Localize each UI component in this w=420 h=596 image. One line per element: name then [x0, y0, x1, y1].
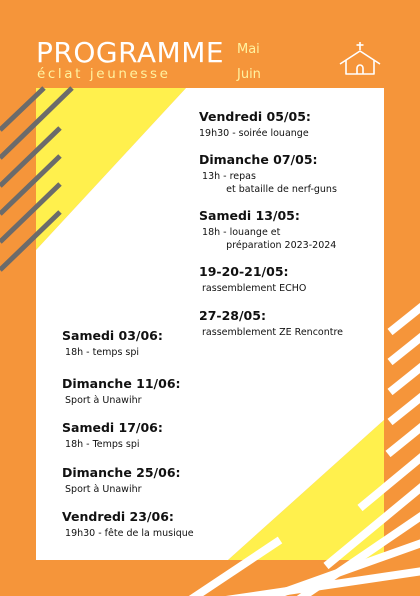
event-date: Dimanche 25/06:	[62, 465, 181, 480]
event-item	[199, 208, 336, 252]
event-detail: 18h - louange et préparation 2023-2024	[202, 227, 337, 251]
event-date: Dimanche 07/05:	[199, 152, 318, 167]
event-item	[62, 465, 181, 496]
event-item	[62, 376, 181, 407]
month-label-may: Mai	[237, 42, 260, 57]
month-label-june: Juin	[237, 67, 261, 82]
event-date: Vendredi 23/06:	[62, 509, 174, 524]
event-date: Dimanche 11/06:	[62, 376, 181, 391]
event-detail: 18h - temps spi	[62, 347, 140, 358]
event-date: Vendredi 05/05:	[199, 109, 311, 124]
page-title: PROGRAMME	[36, 36, 225, 69]
event-detail: rassemblement ECHO	[199, 283, 307, 294]
church-icon	[338, 42, 382, 76]
event-detail: 19h30 - fête de la musique	[62, 528, 194, 539]
event-detail: rassemblement ZE Rencontre	[199, 327, 344, 338]
event-detail: 13h - repas et bataille de nerf-guns	[202, 171, 337, 195]
event-detail: Sport à Unawihr	[62, 395, 142, 406]
event-date: Samedi 03/06:	[62, 328, 163, 343]
event-item	[199, 109, 311, 140]
event-item	[199, 308, 343, 339]
event-date: Samedi 17/06:	[62, 420, 163, 435]
event-detail: Sport à Unawihr	[62, 484, 142, 495]
event-item	[199, 152, 337, 196]
event-detail: 18h - Temps spi	[62, 439, 140, 450]
event-date: 27-28/05:	[199, 308, 266, 323]
event-item	[62, 420, 163, 451]
event-detail: 19h30 - soirée louange	[199, 128, 309, 139]
event-item	[199, 264, 306, 295]
page-subtitle: éclat jeunesse	[37, 66, 171, 82]
event-item	[62, 328, 163, 359]
event-item	[62, 509, 194, 540]
event-date: Samedi 13/05:	[199, 208, 300, 223]
event-date: 19-20-21/05:	[199, 264, 289, 279]
